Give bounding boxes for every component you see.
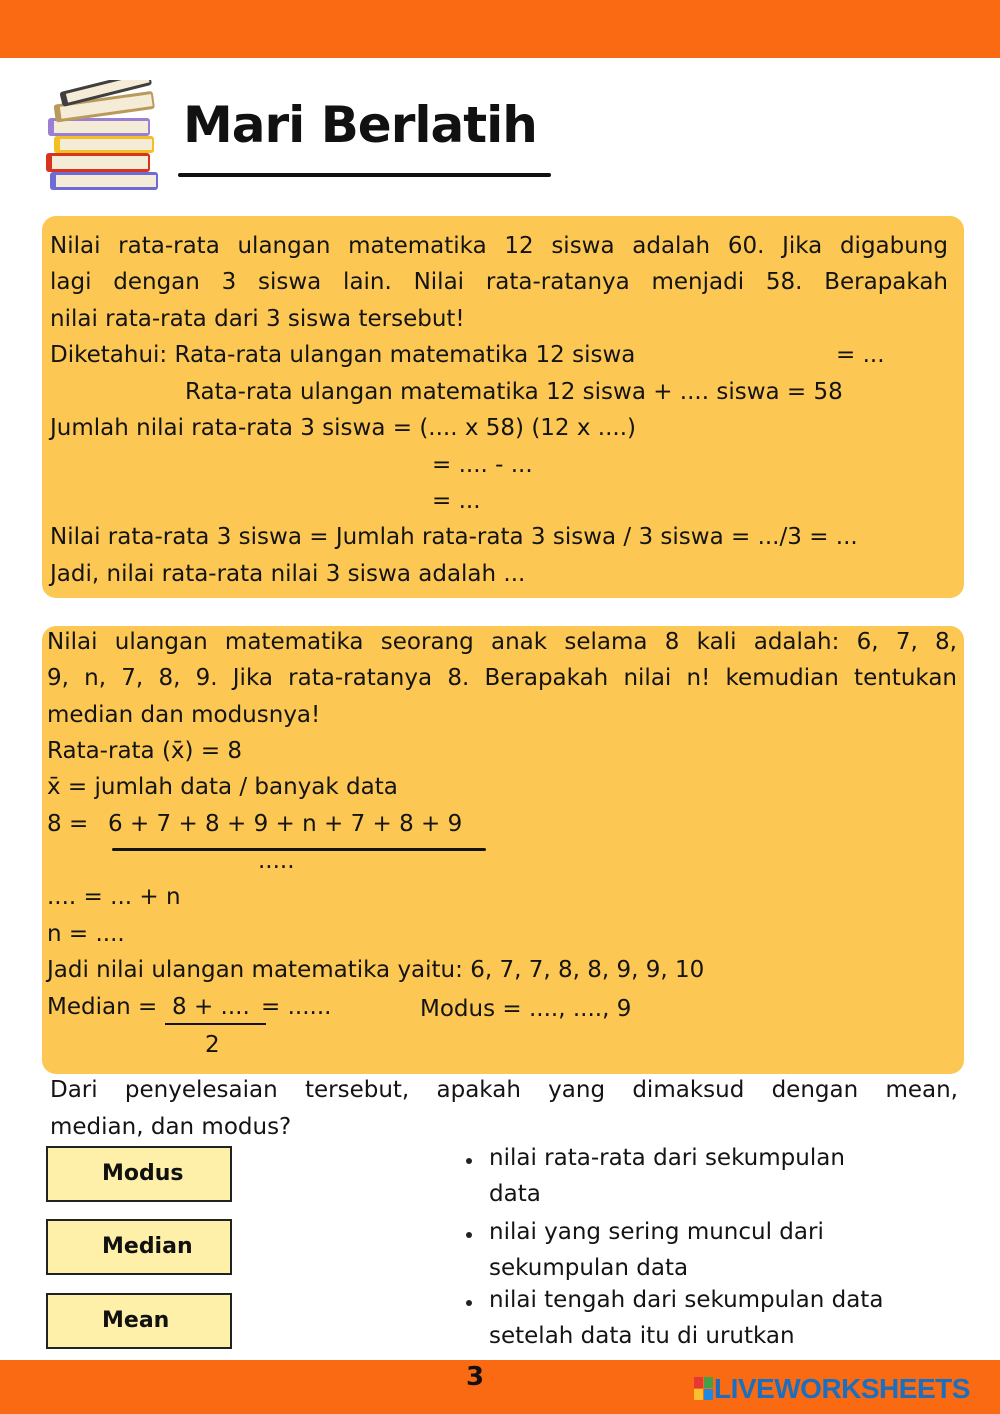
problem-1-conclusion: Jadi, nilai rata-rata nilai 3 siswa adalah ... xyxy=(50,561,526,587)
logo-blocks-icon xyxy=(694,1377,714,1401)
problem-2-step: x̄ = jumlah data / banyak data xyxy=(47,774,398,800)
term-label: Median xyxy=(102,1234,193,1259)
page-title: Mari Berlatih xyxy=(183,96,537,154)
question-text: Dari penyelesaian tersebut, apakah yang dimaksud dengan mean, xyxy=(50,1077,958,1103)
page-number: 3 xyxy=(466,1362,485,1392)
term-label: Modus xyxy=(102,1161,184,1186)
problem-1-step: = .... - ... xyxy=(432,452,533,478)
modus-line: Modus = ...., ...., 9 xyxy=(420,996,632,1022)
bullet-icon xyxy=(466,1232,472,1238)
bullet-icon xyxy=(466,1300,472,1306)
problem-2-text: 9, n, 7, 8, 9. Jika rata-ratanya 8. Berapakah nilai n! kemudian tentukan xyxy=(47,665,957,691)
problem-1-text: lagi dengan 3 siswa lain. Nilai rata-ratanya menjadi 58. Berapakah xyxy=(50,269,948,295)
definition-text: setelah data itu di urutkan xyxy=(489,1323,795,1349)
definition-text: sekumpulan data xyxy=(489,1255,689,1281)
problem-2-step: 8 = xyxy=(47,811,89,837)
term-label: Mean xyxy=(102,1308,170,1333)
definition-text: nilai rata-rata dari sekumpulan xyxy=(489,1145,845,1171)
definition-item[interactable] xyxy=(0,1284,1000,1354)
problem-1-text: Nilai rata-rata ulangan matematika 12 siswa adalah 60. Jika digabung xyxy=(50,233,948,259)
fraction-bar xyxy=(112,848,486,851)
problem-2-step: Rata-rata (x̄) = 8 xyxy=(47,738,243,764)
problem-2-step: Jadi nilai ulangan matematika yaitu: 6, 7, 7, 8, 8, 9, 9, 10 xyxy=(47,957,705,983)
question-text: median, dan modus? xyxy=(50,1114,292,1140)
definition-item[interactable] xyxy=(0,1142,1000,1212)
title-underline xyxy=(178,173,551,177)
brand-name: LIVEWORKSHEETS xyxy=(714,1373,970,1404)
median-result: = ...... xyxy=(261,994,332,1020)
problem-1-blank: = ... xyxy=(836,342,885,368)
books-icon xyxy=(42,80,167,195)
problem-1-known: Rata-rata ulangan matematika 12 siswa + .... siswa = 58 xyxy=(185,379,843,405)
problem-1-known: Diketahui: Rata-rata ulangan matematika 12 siswa xyxy=(50,342,636,368)
problem-1-step: Jumlah nilai rata-rata 3 siswa = (.... x 58) (12 x ....) xyxy=(50,415,637,441)
median-label: Median = xyxy=(47,994,158,1020)
problem-2-step: n = .... xyxy=(47,921,125,947)
top-banner xyxy=(0,0,1000,58)
median-fraction-bar xyxy=(165,1023,266,1025)
definition-text: nilai yang sering muncul dari xyxy=(489,1219,824,1245)
fraction-numerator: 6 + 7 + 8 + 9 + n + 7 + 8 + 9 xyxy=(108,811,463,837)
definition-text: data xyxy=(489,1181,541,1207)
definition-item[interactable] xyxy=(0,1216,1000,1286)
definition-text: nilai tengah dari sekumpulan data xyxy=(489,1287,884,1313)
median-denominator: 2 xyxy=(205,1032,220,1058)
problem-2-text: Nilai ulangan matematika seorang anak selama 8 kali adalah: 6, 7, 8, xyxy=(47,629,957,655)
bullet-icon xyxy=(466,1158,472,1164)
problem-2-step: .... = ... + n xyxy=(47,884,181,910)
problem-2-text: median dan modusnya! xyxy=(47,702,321,728)
fraction-denominator: ..... xyxy=(258,848,295,874)
median-numerator: 8 + .... xyxy=(172,994,250,1020)
problem-1-step: = ... xyxy=(432,488,481,514)
problem-1-text: nilai rata-rata dari 3 siswa tersebut! xyxy=(50,306,465,332)
problem-1-step: Nilai rata-rata 3 siswa = Jumlah rata-rata 3 siswa / 3 siswa = .../3 = ... xyxy=(50,524,858,550)
